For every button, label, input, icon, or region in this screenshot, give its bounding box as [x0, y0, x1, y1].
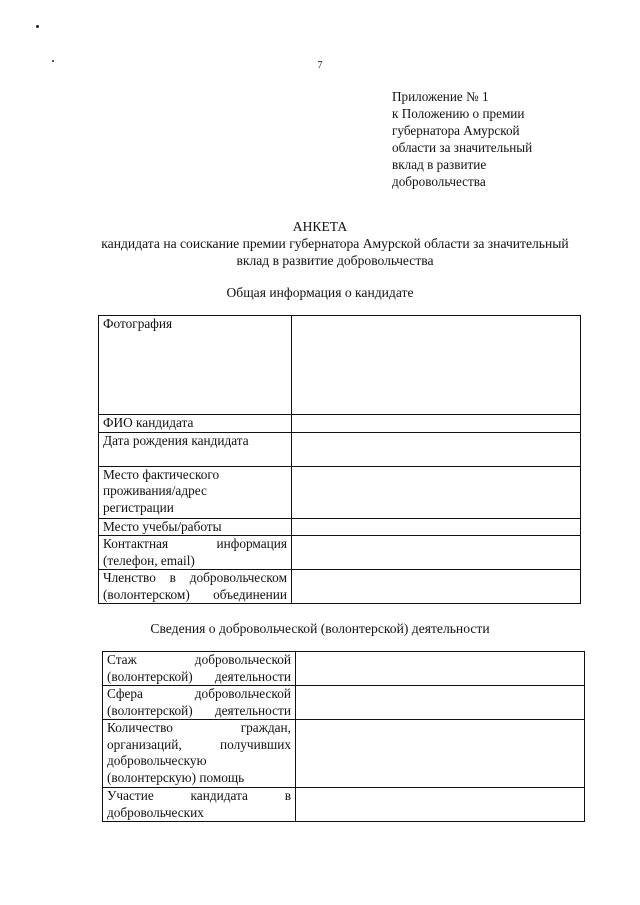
label-line: регистрации [103, 499, 174, 515]
label-line: (волонтерской) деятельности [107, 702, 291, 718]
participation-field[interactable] [296, 788, 585, 822]
label-line: Количество граждан, [107, 720, 291, 735]
table-row [99, 466, 581, 518]
document-subtitle: кандидата на соискание премии губернатора Амурской области за значительный вклад в развитие добровольчества [101, 236, 569, 268]
section-heading-activity: Сведения о добровольческой (волонтерской) деятельности [150, 621, 490, 636]
row-label-experience [103, 652, 296, 686]
residence-field[interactable] [292, 466, 581, 518]
label-line: (волонтерском) объединении [103, 586, 287, 602]
row-label-residence [99, 466, 292, 518]
row-label-birth-date [99, 432, 292, 466]
scan-speck [36, 25, 39, 28]
label-line: Членство в добровольческом [103, 570, 287, 585]
label-line: организаций, получивших [107, 736, 291, 752]
appendix-line: Приложение № 1 [392, 89, 489, 104]
fio-field[interactable] [292, 415, 581, 433]
table-row [99, 432, 581, 466]
appendix-note [392, 88, 592, 190]
appendix-line: вклад в развитие [392, 157, 487, 172]
appendix-line: к Положению о премии [392, 106, 525, 121]
appendix-line: добровольчества [392, 174, 486, 189]
row-label-study-work [99, 518, 292, 536]
table-row [99, 415, 581, 433]
row-label-participation [103, 788, 296, 822]
section-heading-general: Общая информация о кандидате [226, 285, 414, 300]
label-line: добровольческую [107, 753, 207, 768]
appendix-line: губернатора Амурской [392, 123, 520, 138]
table-row [99, 518, 581, 536]
row-label-contact [99, 536, 292, 570]
table-row [103, 652, 585, 686]
label-line: Сфера добровольческой [107, 686, 291, 701]
membership-field[interactable] [292, 570, 581, 604]
assistance-count-field[interactable] [296, 720, 585, 788]
table-row [99, 536, 581, 570]
label-line: Место учебы/работы [103, 518, 222, 534]
label-line: Дата рождения кандидата [103, 432, 249, 448]
row-label-assistance-count [103, 720, 296, 788]
label-line: Стаж добровольческой [107, 652, 291, 667]
row-label-sphere [103, 686, 296, 720]
photo-field[interactable] [292, 316, 581, 415]
label-line: Контактная информация [103, 536, 287, 551]
appendix-line: области за значительный [392, 140, 533, 155]
table-row [103, 686, 585, 720]
table-row [103, 788, 585, 822]
label-line: (телефон, email) [103, 552, 195, 568]
study-work-field[interactable] [292, 518, 581, 536]
table-row [99, 570, 581, 604]
label-line: добровольческих [107, 804, 204, 820]
table-row [103, 720, 585, 788]
label-line: (волонтерскую) помощь [107, 769, 245, 785]
sphere-field[interactable] [296, 686, 585, 720]
page-number: 7 [317, 60, 323, 71]
label-line: проживания/адрес [103, 483, 207, 498]
label-line: Участие кандидата в [107, 788, 291, 803]
row-label-membership [99, 570, 292, 604]
experience-field[interactable] [296, 652, 585, 686]
label-line: Фотография [103, 316, 173, 331]
document-title: АНКЕТА [292, 219, 348, 234]
row-label-photo [99, 316, 292, 415]
activity-info-table [102, 651, 585, 822]
row-label-fio [99, 415, 292, 433]
contact-field[interactable] [292, 536, 581, 570]
birth-date-field[interactable] [292, 432, 581, 466]
table-row [99, 316, 581, 415]
label-line: (волонтерской) деятельности [107, 668, 291, 684]
label-line: Место фактического [103, 466, 220, 482]
label-line: ФИО кандидата [103, 415, 194, 430]
general-info-table [98, 315, 581, 604]
